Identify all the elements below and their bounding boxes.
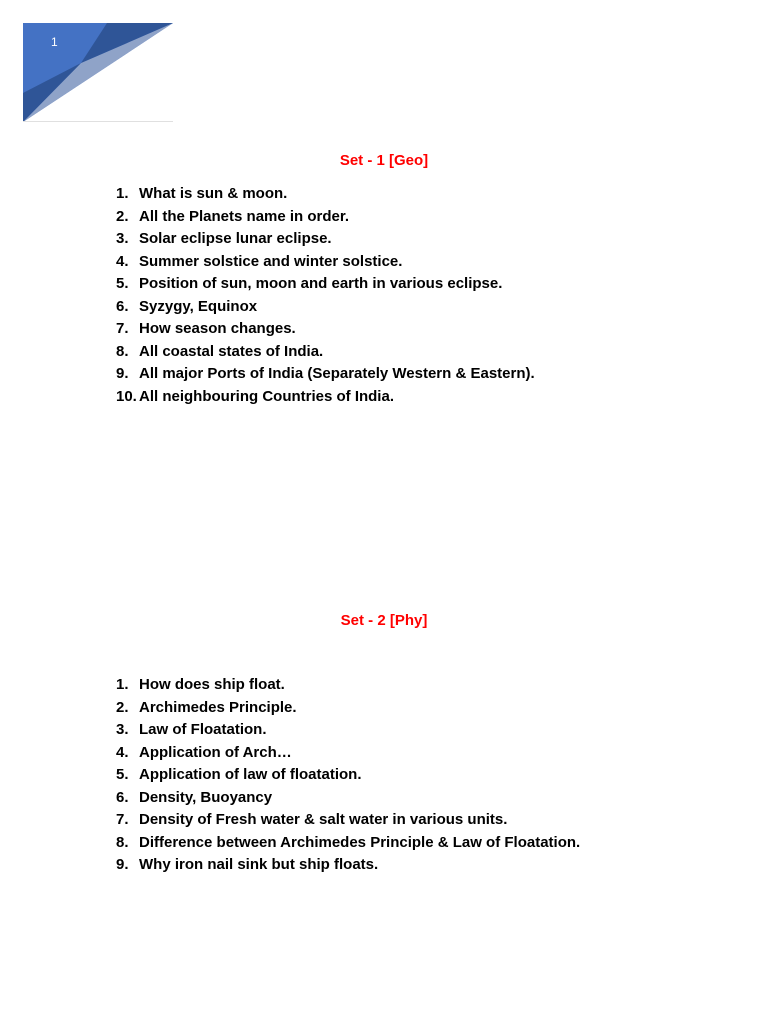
- question-number: 5.: [116, 275, 129, 292]
- question-number: 7.: [116, 811, 129, 828]
- question-item: [116, 318, 535, 341]
- question-text: All major Ports of India (Separately Western & Eastern).: [139, 365, 535, 382]
- question-item: [116, 206, 535, 229]
- question-list-geo: [116, 183, 535, 408]
- question-number: 4.: [116, 252, 129, 270]
- question-item: [116, 183, 535, 206]
- question-item: [116, 386, 535, 409]
- question-number: 3.: [116, 230, 129, 247]
- question-number: 1.: [116, 676, 129, 693]
- question-text: Density, Buoyancy: [139, 788, 273, 806]
- question-text: All coastal states of India.: [139, 342, 324, 360]
- question-number: 5.: [116, 766, 129, 783]
- question-item: [116, 296, 535, 319]
- question-number: 4.: [116, 743, 129, 761]
- question-item: [116, 273, 535, 296]
- question-number: 1.: [116, 185, 129, 202]
- question-text: Law of Floatation.: [139, 721, 267, 738]
- question-text: Why iron nail sink but ship floats.: [139, 856, 379, 873]
- question-text: How season changes.: [139, 320, 296, 337]
- question-item: [116, 742, 580, 765]
- question-item: [116, 674, 580, 697]
- question-number: 2.: [116, 207, 129, 225]
- question-item: [116, 363, 535, 386]
- question-item: [116, 832, 580, 855]
- section-title-geo: Set - 1 [Geo]: [339, 152, 429, 169]
- page-corner-decoration: [23, 23, 173, 122]
- question-number: 2.: [116, 698, 129, 716]
- section-title-phy: Set - 2 [Phy]: [340, 612, 428, 629]
- question-item: [116, 697, 580, 720]
- question-item: [116, 787, 580, 810]
- question-number: 3.: [116, 721, 129, 738]
- question-item: [116, 854, 580, 877]
- question-item: [116, 341, 535, 364]
- question-item: [116, 764, 580, 787]
- question-number: 8.: [116, 833, 129, 851]
- question-text: Density of Fresh water & salt water in various units.: [139, 811, 508, 828]
- question-number: 10.: [116, 387, 137, 405]
- question-text: Syzygy, Equinox: [139, 297, 258, 315]
- question-text: Difference between Archimedes Principle & Law of Floatation.: [139, 833, 581, 851]
- question-text: Position of sun, moon and earth in various eclipse.: [139, 275, 503, 292]
- question-text: Application of Arch…: [139, 743, 292, 761]
- question-number: 9.: [116, 856, 129, 873]
- question-text: Summer solstice and winter solstice.: [139, 252, 403, 270]
- question-text: Archimedes Principle.: [139, 698, 297, 716]
- question-text: All neighbouring Countries of India.: [139, 387, 394, 405]
- question-number: 8.: [116, 342, 129, 360]
- question-text: What is sun & moon.: [139, 185, 288, 202]
- question-list-phy: [116, 674, 580, 877]
- page-number: 1: [51, 35, 58, 49]
- question-item: [116, 251, 535, 274]
- question-item: [116, 809, 580, 832]
- question-text: Solar eclipse lunar eclipse.: [139, 230, 332, 247]
- question-number: 9.: [116, 365, 129, 382]
- question-number: 7.: [116, 320, 129, 337]
- question-number: 6.: [116, 297, 129, 315]
- question-item: [116, 719, 580, 742]
- question-text: How does ship float.: [139, 676, 285, 693]
- question-number: 6.: [116, 788, 129, 806]
- question-text: Application of law of floatation.: [139, 766, 362, 783]
- question-item: [116, 228, 535, 251]
- question-text: All the Planets name in order.: [139, 207, 350, 225]
